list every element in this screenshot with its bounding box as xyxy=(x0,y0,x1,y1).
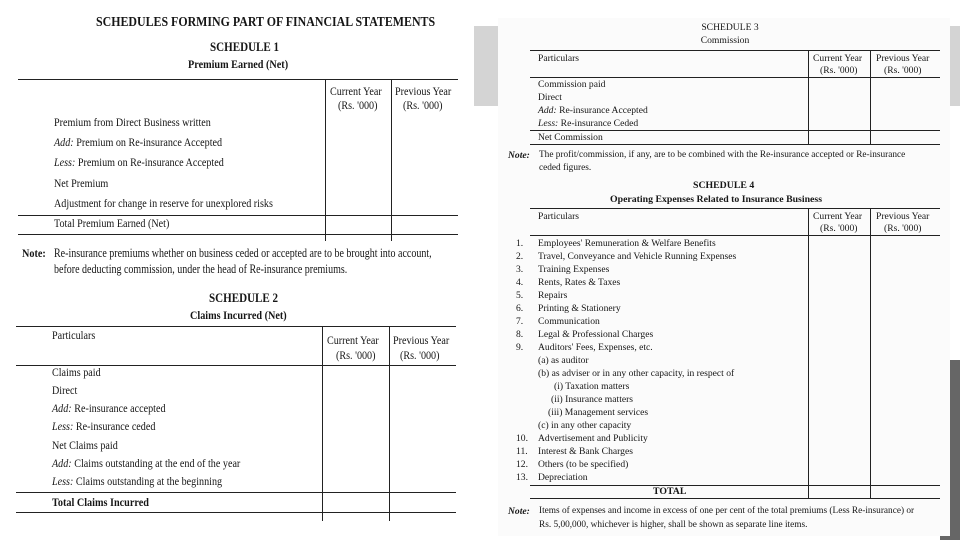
list-item xyxy=(516,460,628,470)
schedule1-current-year-unit: (Rs. '000) xyxy=(338,100,378,112)
item-number: 7. xyxy=(516,316,524,327)
item-number: 3. xyxy=(516,264,524,275)
row-prefix: Less: xyxy=(538,118,559,129)
row-prefix: Add: xyxy=(52,458,72,470)
item-number: 9. xyxy=(516,342,524,353)
item-number: 4. xyxy=(516,277,524,288)
schedule3-note-label: Note: xyxy=(508,150,530,161)
schedule1-total: Total Premium Earned (Net) xyxy=(54,218,170,230)
schedule1-previous-year-header: Previous Year xyxy=(395,86,452,98)
row-label: Net Claims paid xyxy=(52,440,118,452)
list-item xyxy=(516,239,716,249)
table-row xyxy=(52,368,101,380)
item-label: (iii) Management services xyxy=(548,407,649,418)
schedule1-top-rule xyxy=(18,79,458,80)
schedule2-total: Total Claims Incurred xyxy=(52,495,149,509)
schedule3-current-year-header: Current Year xyxy=(813,53,863,64)
list-item xyxy=(538,356,589,366)
row-prefix: Less: xyxy=(54,157,76,169)
row-label: Claims outstanding at the beginning xyxy=(75,476,223,488)
schedule2-total-rule xyxy=(16,492,456,493)
schedule4-previous-year-header: Previous Year xyxy=(876,211,930,222)
row-label: Premium on Re-insurance Accepted xyxy=(77,157,224,169)
schedule3-bottom-rule xyxy=(530,144,940,145)
list-item xyxy=(516,304,621,314)
list-item xyxy=(554,382,629,392)
item-label: (b) as adviser or in any other capacity, in respect of xyxy=(538,368,735,379)
list-item xyxy=(551,395,633,405)
schedule4-note-line-1: Items of expenses and income in excess of one per cent of the total premiums (Less Re-insurance) or xyxy=(539,506,915,516)
schedule1-current-year-header: Current Year xyxy=(330,86,382,98)
item-label: Employees' Remuneration & Welfare Benefits xyxy=(538,238,716,249)
schedule4-top-rule xyxy=(530,208,940,209)
table-row xyxy=(538,106,648,116)
schedule1-bottom-rule xyxy=(18,234,458,235)
item-label: Advertisement and Publicity xyxy=(538,433,648,444)
item-label: Others (to be specified) xyxy=(538,459,629,470)
table-row xyxy=(52,386,77,398)
main-title: SCHEDULES FORMING PART OF FINANCIAL STATEMENTS xyxy=(96,15,436,30)
row-prefix: Add: xyxy=(52,403,72,415)
schedule4-col-rule xyxy=(870,208,871,498)
row-prefix: Less: xyxy=(52,476,74,488)
row-label: Claims outstanding at the end of the year xyxy=(74,458,241,470)
table-row xyxy=(54,118,211,130)
schedule3-particulars-header: Particulars xyxy=(538,53,580,64)
schedule4-particulars-header: Particulars xyxy=(538,211,580,222)
list-item xyxy=(538,421,631,431)
schedule4-total: TOTAL xyxy=(653,486,687,497)
schedule3-subtitle: Commission xyxy=(700,35,750,46)
list-item xyxy=(516,252,736,262)
schedule4-title: SCHEDULE 4 xyxy=(693,180,755,191)
schedule2-top-rule xyxy=(16,326,456,327)
schedule2-previous-year-header: Previous Year xyxy=(393,335,450,347)
schedule3-total-rule xyxy=(530,130,940,131)
item-number: 11. xyxy=(516,446,528,457)
table-row xyxy=(538,93,562,103)
schedule2-particulars-header: Particulars xyxy=(52,330,96,342)
schedule4-col-rule xyxy=(808,208,809,498)
schedule4-current-year-header: Current Year xyxy=(813,211,863,222)
table-row xyxy=(54,158,224,170)
schedule3-note-line-2: ceded figures. xyxy=(539,163,592,173)
schedule1-subtitle: Premium Earned (Net) xyxy=(188,57,289,71)
item-label: (c) in any other capacity xyxy=(538,420,632,431)
table-row xyxy=(52,422,155,434)
item-label: (a) as auditor xyxy=(538,355,589,366)
schedule2-previous-year-unit: (Rs. '000) xyxy=(400,350,440,362)
table-row xyxy=(538,80,605,90)
row-label: Re-insurance ceded xyxy=(75,421,156,433)
schedule1-col-rule xyxy=(391,80,392,241)
item-label: Printing & Stationery xyxy=(538,303,621,314)
schedule2-bottom-rule xyxy=(16,512,456,513)
row-label: Premium on Re-insurance Accepted xyxy=(76,137,223,149)
item-label: Communication xyxy=(538,316,600,327)
item-number: 8. xyxy=(516,329,524,340)
schedule3-current-year-unit: (Rs. '000) xyxy=(820,65,858,76)
list-item xyxy=(516,330,653,340)
item-label: Auditors' Fees, Expenses, etc. xyxy=(538,342,653,353)
schedule1-title: SCHEDULE 1 xyxy=(210,39,280,54)
table-row xyxy=(52,441,118,453)
row-prefix: Add: xyxy=(54,137,74,149)
list-item xyxy=(516,291,567,301)
schedule3-top-rule xyxy=(530,50,940,51)
item-number: 6. xyxy=(516,303,524,314)
list-item xyxy=(516,265,609,275)
item-label: Repairs xyxy=(538,290,568,301)
list-item xyxy=(548,408,648,418)
schedule2-subtitle: Claims Incurred (Net) xyxy=(190,308,287,322)
list-item xyxy=(516,343,653,353)
item-label: (i) Taxation matters xyxy=(554,381,630,392)
schedule4-previous-year-unit: (Rs. '000) xyxy=(884,223,922,234)
row-label: Direct xyxy=(52,385,78,397)
schedule4-total-rule xyxy=(530,485,940,486)
item-number: 1. xyxy=(516,238,524,249)
row-label: Premium from Direct Business written xyxy=(54,117,211,129)
item-number: 10. xyxy=(516,433,528,444)
row-prefix: Add: xyxy=(538,105,557,116)
schedule2-title: SCHEDULE 2 xyxy=(209,290,279,305)
item-label: Legal & Professional Charges xyxy=(538,329,654,340)
row-label: Net Premium xyxy=(54,178,109,190)
table-row xyxy=(538,119,638,129)
table-row xyxy=(52,404,166,416)
schedule4-bottom-rule xyxy=(530,498,940,499)
list-item xyxy=(516,278,620,288)
item-label: Depreciation xyxy=(538,472,588,483)
item-label: (ii) Insurance matters xyxy=(551,394,634,405)
item-number: 12. xyxy=(516,459,528,470)
table-row xyxy=(52,477,222,489)
table-row xyxy=(52,459,240,471)
schedule1-col-rule xyxy=(325,80,326,241)
row-label: Re-insurance Accepted xyxy=(559,105,648,116)
schedule1-total-rule xyxy=(18,215,458,216)
table-row xyxy=(54,179,108,191)
schedule2-header-rule xyxy=(16,365,456,366)
item-label: Rents, Rates & Taxes xyxy=(538,277,621,288)
schedule2-current-year-header: Current Year xyxy=(327,335,379,347)
row-label: Claims paid xyxy=(52,367,101,379)
list-item xyxy=(516,473,588,483)
schedule4-note-line-2: Rs. 5,00,000, whichever is higher, shall be shown as separate line items. xyxy=(539,520,808,530)
schedule1-previous-year-unit: (Rs. '000) xyxy=(403,100,443,112)
schedule2-current-year-unit: (Rs. '000) xyxy=(336,350,376,362)
list-item xyxy=(516,434,648,444)
row-prefix: Less: xyxy=(52,421,74,433)
note-line-2: before deducting commission, under the head of Re-insurance premiums. xyxy=(54,262,348,276)
list-item xyxy=(516,447,633,457)
item-label: Interest & Bank Charges xyxy=(538,446,633,457)
item-number: 13. xyxy=(516,472,528,483)
table-row xyxy=(54,199,273,211)
schedule4-note-label: Note: xyxy=(508,506,530,517)
schedule3-previous-year-header: Previous Year xyxy=(876,53,930,64)
item-number: 2. xyxy=(516,251,524,262)
note-line-1: Re-insurance premiums whether on business ceded or accepted are to be brought into account, xyxy=(54,246,432,260)
item-label: Training Expenses xyxy=(538,264,610,275)
table-row xyxy=(54,138,222,150)
list-item xyxy=(538,369,734,379)
schedule3-note-line-1: The profit/commission, if any, are to be combined with the Re-insurance accepted or Re-insurance xyxy=(539,150,906,160)
list-item xyxy=(516,317,600,327)
schedule4-current-year-unit: (Rs. '000) xyxy=(820,223,858,234)
item-label: Travel, Conveyance and Vehicle Running Expenses xyxy=(538,251,737,262)
item-number: 5. xyxy=(516,290,524,301)
schedule4-header-rule xyxy=(530,235,940,236)
row-label: Adjustment for change in reserve for unexplored risks xyxy=(54,198,273,210)
row-label: Re-insurance accepted xyxy=(74,403,166,415)
row-label: Re-insurance Ceded xyxy=(560,118,639,129)
schedule3-total: Net Commission xyxy=(538,132,603,143)
note-label: Note: xyxy=(22,246,46,260)
schedule4-subtitle: Operating Expenses Related to Insurance Business xyxy=(610,194,823,205)
schedule3-header-rule xyxy=(530,77,940,78)
schedule3-title: SCHEDULE 3 xyxy=(701,22,759,33)
schedule3-previous-year-unit: (Rs. '000) xyxy=(884,65,922,76)
row-label: Commission paid xyxy=(538,79,606,90)
row-label: Direct xyxy=(538,92,562,103)
